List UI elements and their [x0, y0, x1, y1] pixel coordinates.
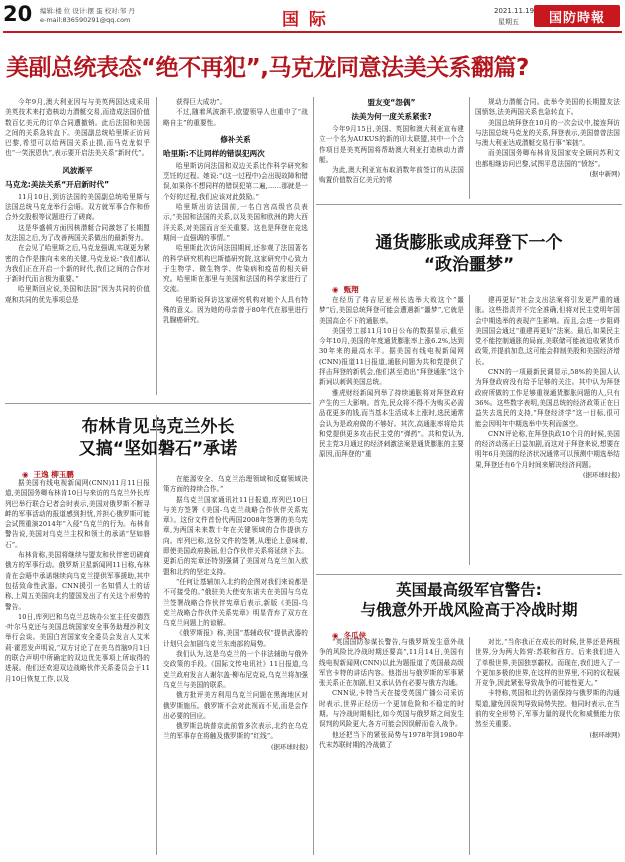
- column-divider: [313, 208, 314, 855]
- blinken-col2-text: [163, 474, 308, 649]
- lead-subhead-2: 修补关系: [220, 134, 251, 144]
- masthead-rule: [3, 31, 622, 33]
- paragraph: 哈里斯访问法国和双边关系比作科学研究和烹饪的过程。她说:“(这一过程中)会出现故障和错误,如果你不想同样的错误犯第二遍,……那就是一个好的过程,我们应该对此鼓励。”: [163, 161, 309, 201]
- paragraph: 获得巨大成功”。: [176, 98, 227, 106]
- lead-column-2: [163, 97, 308, 326]
- paragraph: 他还把当下的紧张局势与1978年到1980年代末苏联时期的冷战做了: [319, 730, 464, 749]
- lead-col2-text: [163, 97, 308, 128]
- paragraph: 10日,库列巴和乌克兰总统办公室主任安德烈·叶尔马克还与美国总统国家安全事务助理沙利文举行会谈。美国白宫国家安全委员会发言人艾米莉·霍恩发声明说,“双方讨论了在美乌首脑9月1日的联合声明中所确定的双边优先事项上所取得的进展。他们还欢迎双边战略伙伴关系委员会于11月10日恢复工作,以及: [5, 612, 150, 683]
- editor-line: 编辑:楼 位 设计:摆 蛋 校对:邹 丹: [40, 7, 135, 15]
- uk-headline-2: 与俄意外开战风险高于冷战时期: [360, 601, 578, 619]
- column-divider: [156, 97, 157, 395]
- paragraph: 哈里斯说拜访这家研究机构对她个人具有特殊的意义。因为她的母亲曾于80年代在那里进行乳腺癌研究。: [163, 295, 308, 325]
- inflation-column-1: [319, 295, 464, 460]
- paragraph: 这是华盛顿方面因核潜艇合同激怒了长期盟友法国之后,为了改善两国关系做出的最新努力。: [5, 223, 150, 242]
- lead-column-3: [319, 97, 464, 186]
- pen-icon: ◉: [332, 631, 339, 640]
- paragraph: 卡特称,英国和北约仍需保持与俄罗斯的沟通渠道,避免因误判导致局势失控。他同时表示,在当前的安全形势下,军事力量的现代化和威慑能力依然至关重要。: [475, 689, 620, 729]
- paragraph: 哈里斯回应说,美国和法国“因为共同的价值观和共同的优先事项总是: [5, 285, 150, 304]
- lead-column-1: [5, 97, 150, 305]
- paragraph: 而美国国务卿布林肯及国家安全顾问苏利文也都相继访问巴黎,试图平息法国的“愤怒”。: [475, 149, 620, 168]
- lead-subhead-2b: 哈里斯:不让同样的错误犯两次: [163, 148, 265, 158]
- paragraph: 哈里斯出访法国前,一名白宫高级官员表示,“美国和法国的关系,以及美国和欧洲的跨大西洋关系,对美国而言至关重要。这也是拜登在竞选期间一直强调的事情。”: [163, 203, 308, 242]
- paragraph: 俄罗斯总统普京此前曾多次表示,北约在乌克兰的军事存在将触及俄罗斯的“红线”。: [163, 722, 308, 741]
- inflation-source: (据环球时报): [583, 471, 620, 480]
- paragraph: CNN的一项最新民调显示,58%的美国人认为拜登政府没有给予足够的关注。其中认为拜登政府所做的工作足够重视通货膨胀问题的人,只有36%。这些数字表明,美国总统的经济政策正在日益失去选民的支持,“拜登经济学”这一目标,很可能会因明年中期选举中失利而落空。: [475, 368, 620, 428]
- page-number: 20: [3, 2, 33, 26]
- inflation-byline-name: 甄翔: [343, 285, 359, 294]
- section-divider: [5, 403, 311, 404]
- blinken-column-1: [5, 478, 150, 684]
- paragraph: “任何让基辅加入北约的企图对我们来说都是不可接受的。”俄驻美大使安东诺夫在美国与乌克兰签署战略合作伙伴宪章后表示,新版《美国-乌克兰战略合作伙伴关系宪章》明显背弃了双方在乌克兰问题上的谅解。: [163, 577, 308, 628]
- paragraph: 布林肯称,美国将继续与盟友和伙伴密切磋商俄方的军事行动。俄罗斯卫星新闻网11日称,布林肯在会晤中承诺继续向乌克兰提供军事援助,其中包括致命性武器。CNN援引一名知情人士的话称,上周五美国向北约盟国发出了有关这个形势的警告。: [5, 551, 150, 611]
- lead-col1-text: [5, 97, 150, 159]
- inflation-column-2: [475, 295, 620, 479]
- paragraph: 美国劳工部11月10日公布的数据显示,截至今年10月,美国的年度通货膨胀率上涨6.2%,达到30年来的最高水平。据美国有线电视新闻网(CNN)报道11日报道,通胀问题为共和党提供了抨击拜登的新机会,他们甚至造出“拜登通胀”这个新词以刺讽美国总统。: [319, 326, 464, 387]
- pen-icon: ◉: [332, 285, 339, 294]
- blinken-headline-2: 又搞“坚如磐石”承诺: [78, 439, 238, 459]
- column-divider: [469, 97, 470, 199]
- paragraph: CNN评论称,在拜登执政10个月的时候,美国的经济动荡正日益加剧,而这对于拜登来说,想要在明年6月美国的经济状况通常可以预测中期选举结果,拜登还有6个月时间来解决经济问题。: [475, 429, 620, 469]
- paragraph: 哈里斯此次访问法国期间,还参观了法国著名的科学研究机构巴斯德研究院,这家研究中心致力于生物学、微生物学、传染病和疫苗的相关研究。哈里斯在那里与美国和法国的科学家进行了交流。: [163, 244, 308, 294]
- lead-col3-kicker: 盟友变“怨偶”: [367, 98, 416, 107]
- uk-column-1: [319, 637, 464, 750]
- lead-subhead-1: 风波渐平: [62, 165, 93, 175]
- paper-logo-text: 国防時報: [548, 10, 605, 26]
- paragraph: 建再更好”社会支出法案将引发更严重的通胀。这些指责并不完全准确,但将对民主党明年国会中期选举的表现产生影响。而且,会进一步阻碍美国国会通过“重建再更好”法案。最后,如果民主党不能控制通胀的局面,美联储可能被迫收紧货币政策,并提前加息,这可能会抑制美股和美国经济增长。: [475, 296, 620, 366]
- blinken-col1-text: [5, 478, 150, 684]
- paragraph: 雅虎财经新闻列举了持续通胀将对拜登政府产生的三大影响。首先,民众将不得不为购买必需品花更多的钱,而当基本生活成本上涨时,选民通常会认为是政府做的不够好。其次,高通胀率将给共和党提供更多攻击民主党的“弹药”。共和党认为,民主党3月通过的经济刺激法案是通货膨胀的主要原因,而拜登的“重: [319, 388, 464, 459]
- uk-col2-text: [475, 637, 620, 730]
- lead-subhead-1b: 马克龙:美法关系“开启新时代”: [5, 179, 110, 189]
- inflation-headline-1: 通货膨胀或成拜登下一个: [375, 233, 563, 253]
- issue-date: 2021.11.19: [494, 7, 535, 15]
- section-title: 国 际: [282, 10, 328, 30]
- lead-source: (据中新网): [589, 170, 620, 179]
- blinken-col3-text: [163, 649, 308, 742]
- column-divider: [156, 415, 157, 855]
- lead-col2b-text: [163, 161, 308, 326]
- uk-column-2: [475, 637, 620, 739]
- paragraph: 我们认为,这是乌克兰的一个非法辅助与俄外交政策的手段。《国际文传电讯社》11日报道,乌克兰政府发言人谢尔盖·柳布尼克说,乌克兰将加强乌克兰与美国的联系。: [163, 650, 308, 689]
- blinken-headline-1: 布林肯见乌克兰外长: [81, 417, 235, 437]
- uk-source: (据环球网): [589, 730, 620, 739]
- paragraph: 美国总统拜登在10月的一次会议中,接连拜访与法国总统马克龙的关系,拜登表示,美国曾曾法国与澳大利亚达成潜艇交易行事“笨拙”。: [475, 118, 620, 148]
- blinken-source: (据环球时报): [271, 742, 308, 751]
- lead-col3-title: 法美为何一度关系紧张?: [351, 112, 432, 121]
- section-divider: [316, 574, 622, 575]
- issue-weekday: 星期五: [498, 18, 519, 26]
- uk-headline-1: 英国最高级军官警告:: [396, 581, 542, 599]
- paragraph: “英国国防参谋长警告,与俄罗斯发生意外战争的风险比冷战时期还要高”,11月14日,美国有线电视新闻网(CNN)以此为题报道了英国最高级军官卡特的讲话内容。他指出与俄罗斯的军事紧张关系正在加剧,但又承认仍有必要与俄方沟通。: [319, 638, 464, 688]
- uk-col1-text: [319, 637, 464, 750]
- paragraph: 俄方批评美方利用乌克兰问题在黑海地区对俄罗斯施压。俄罗斯不会对此视而不见,而是会作出必要的回应。: [163, 691, 308, 720]
- inflation-col1-text: [319, 295, 464, 460]
- lead-headline: 美副总统表态“绝不再犯”,马克龙同意法美关系翻篇?: [6, 55, 529, 81]
- blinken-byline-name: 王逸 柳玉鹏: [33, 470, 74, 479]
- paragraph: 今年9月,澳大利亚因与与美英两国达成采用美英技术来打造核动力潜艇交易,而造成法国价值数百亿美元的订单合同遭撤销。此后法国和美国之间的关系急转直下。美国副总统哈里斯正访问巴黎,希望可以给两国关系止损,而马克龙似乎也“一笑泯恩仇”,表示要开启法美关系“新时代”。: [5, 98, 150, 158]
- pen-icon: ◉: [22, 470, 29, 479]
- paragraph: 今年9月15日,美国、英国和澳大利亚宣布建立一个名为AUKUS的新的印太联盟,其中一个合作项目是美英两国将帮助澳大利亚打造核动力潜艇。: [319, 125, 464, 164]
- paper-logo: [534, 5, 620, 27]
- lead-col1b-text: [5, 192, 150, 305]
- lead-column-4: [475, 97, 620, 178]
- paragraph: CNN说,卡特当天在接受英国广播公司采访时表示,世界正经历一个更加危险和不稳定的时期。与冷战时期相比,如今英国与俄罗斯之间发生误判的风险更大,各方可能会因误解而卷入战争。: [319, 689, 464, 729]
- column-divider: [469, 637, 470, 855]
- inflation-headline-2: “政治噩梦”: [423, 255, 515, 275]
- paragraph: 据美国有线电视新闻网(CNN)11月11日报道,美国国务卿布林肯10日与来访的乌克兰外长库列巴举行联合记者会时表示,美国对俄罗斯不断寻衅的军事活动的报道感到担忧,并担心俄罗斯可能会试图重演2014年“入侵”乌克兰的行为。布林肯警告说,美国对乌克兰主权和领土的承诺“坚如磐石”。: [5, 479, 150, 549]
- lead-col4-text: [475, 97, 620, 169]
- inflation-byline: [332, 277, 359, 296]
- inflation-col2-text: [475, 295, 620, 470]
- lead-col3-text: [319, 124, 464, 186]
- uk-byline-name: 冬瓜侠: [343, 631, 367, 640]
- paragraph: 在能源安全、乌克兰治理领域和反腐领域决策方面的持续合作。”: [163, 475, 308, 494]
- paragraph: 在经历了弗吉尼亚州长选举大败这个“噩梦”后,美国总统拜登可能会遭遇新“噩梦”,它就是美国高企不下的通胀率。: [319, 296, 464, 325]
- section-divider: [316, 204, 622, 205]
- paragraph: 为此,澳大利亚宣布取消数年前签订的从法国购置价值数百亿美元的常: [319, 166, 464, 185]
- editor-email: e-mail:836590291@qq.com: [40, 16, 131, 24]
- column-divider: [469, 295, 470, 565]
- paragraph: 11月10日,到访法国的美国副总统哈里斯与法国总统马克龙举行会晤。双方就军事合作和侨合外交股根等议题进行了磋商。: [5, 192, 150, 222]
- paragraph: 对比,“当你我正在成长的时候,世界还是两极世界,分为两大阵营:苏联和西方。后来我们进入了单极世界,美国独享霸权。而现在,我们进入了一个更加多极的世界,在这样的世界里,不同的议程展开竞争,因此紧张导致战争的可能性更大。”: [475, 638, 620, 688]
- paragraph: 在会见了哈里斯之后,马克龙强调,实现更为紧密的合作是推向未来的关键,马克龙说:“我们都认为我们正在开启一个新的时代,我们之间的合作对于新时代而言极为重要。”: [5, 244, 150, 284]
- paragraph: 《俄罗斯报》称,美国“基辅政权”提供武器的计划只会加剧乌克兰东南部的局势。: [163, 629, 308, 648]
- paragraph: 规动力潜艇合同。此举令美国的长期盟友法国愤怒,法美两国关系也急转直下。: [475, 98, 620, 117]
- paragraph: 不过,随着风波渐平,欧盟领导人也重申了“战略自主”的重要性。: [163, 108, 308, 127]
- paragraph: 据乌克兰国家通讯社11日报道,库列巴10日与美方签署《美国-乌克兰战略合作伙伴关系宪章》。这份文件首份代两国2008年签署的美乌宪章,为两国未来数十年在关键领域的合作提供方向。库列巴称,这份文件的签署,从理论上意味着,即使美国政府换届,但合作伙伴关系将延续下去。更新后的宪章还特别强调了美国对乌克兰加入欧盟和北约的坚定支持。: [163, 495, 308, 576]
- blinken-column-2: [163, 474, 308, 751]
